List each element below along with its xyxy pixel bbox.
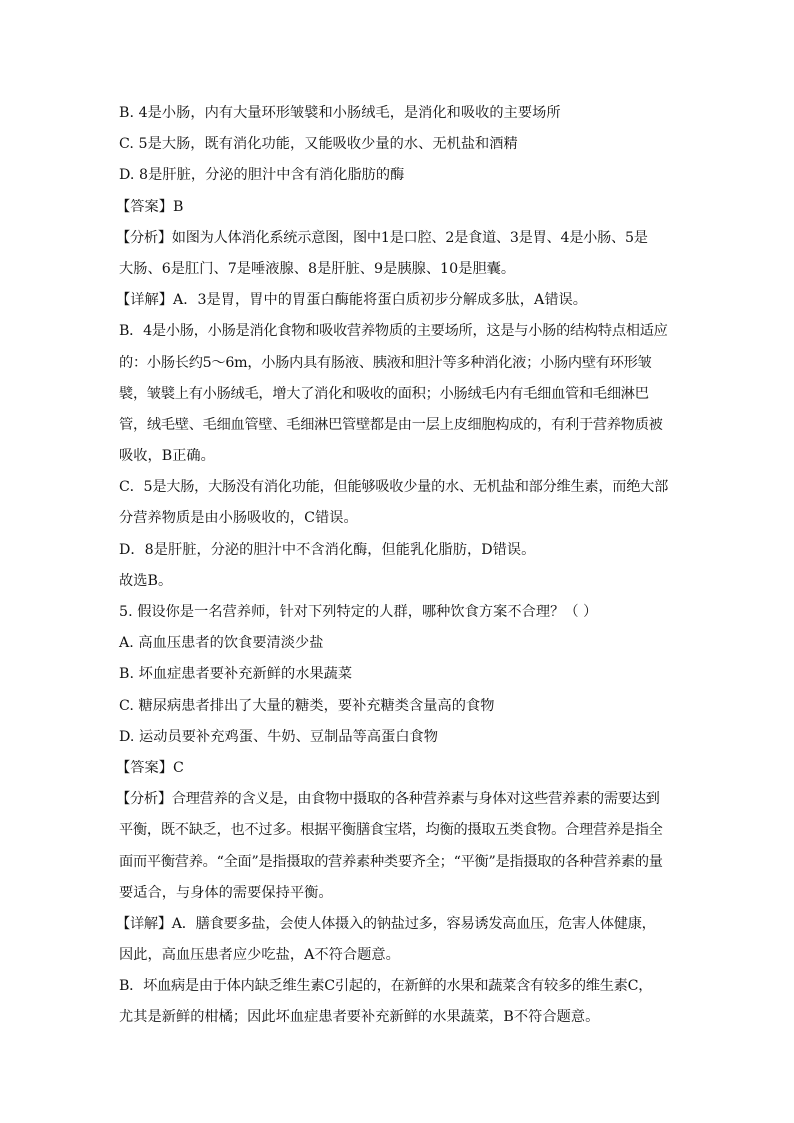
conclusion-line: 故选B。 (119, 572, 173, 589)
option-c-line: C. 5是大肠，既有消化功能，又能吸收少量的水、无机盐和酒精 (119, 136, 518, 153)
question-5-option-a: A. 高血压患者的饮食要清淡少盐 (119, 635, 324, 652)
analysis-line: 平衡，既不缺乏，也不过多。根据平衡膳食宝塔，均衡的摄取五类食物。合理营养是指全 (119, 822, 663, 839)
answer-line: 【答案】C (116, 759, 184, 776)
explanation-line: 【详解】A．膳食要多盐，会使人体摄入的钠盐过多，容易诱发高血压，危害人体健康， (116, 915, 656, 932)
question-5-stem: 5. 假设你是一名营养师，针对下列特定的人群，哪种饮食方案不合理？（ ） (119, 604, 598, 620)
analysis-line: 大肠、6是肛门、7是唾液腺、8是肝脏、9是胰腺、10是胆囊。 (119, 260, 516, 277)
explanation-line: 因此，高血压患者应少吃盐，A不符合题意。 (119, 947, 400, 964)
option-b-line: B. 4是小肠，内有大量环形皱襞和小肠绒毛，是消化和吸收的主要场所 (119, 105, 561, 121)
explanation-line: D．8是肝脏，分泌的胆汁中不含消化酶，但能乳化脂肪，D错误。 (119, 541, 536, 558)
answer-line: 【答案】B (116, 198, 184, 215)
explanation-line: 分营养物质是由小肠吸收的，C错误。 (119, 510, 358, 527)
analysis-line: 【分析】如图为人体消化系统示意图，图中1是口腔、2是食道、3是胃、4是小肠、5是 (116, 229, 648, 246)
explanation-line: 的：小肠长约5～6m，小肠内具有肠液、胰液和胆汁等多种消化液；小肠内壁有环形皱 (119, 354, 652, 371)
option-d-line: D. 8是肝脏，分泌的胆汁中含有消化脂肪的酶 (119, 167, 405, 184)
question-5-option-c: C. 糖尿病患者排出了大量的糖类，要补充糖类含量高的食物 (119, 697, 495, 714)
explanation-line: C．5是大肠，大肠没有消化功能，但能够吸收少量的水、无机盐和部分维生素，而绝大部 (119, 479, 669, 496)
analysis-line: 要适合，与身体的需要保持平衡。 (119, 884, 333, 901)
analysis-line: 【分析】合理营养的含义是，由食物中摄取的各种营养素与身体对这些营养素的需要达到 (116, 791, 660, 808)
explanation-line: B．4是小肠，小肠是消化食物和吸收营养物质的主要场所，这是与小肠的结构特点相适应 (119, 323, 668, 340)
explanation-line: 【详解】A．3是胃，胃中的胃蛋白酶能将蛋白质初步分解成多肽，A错误。 (116, 292, 588, 309)
explanation-line: 襞，皱襞上有小肠绒毛，增大了消化和吸收的面积；小肠绒毛内有毛细血管和毛细淋巴 (119, 385, 649, 402)
document-page (116, 98, 681, 1034)
explanation-line: 吸收，B正确。 (119, 448, 215, 465)
question-5-option-d: D. 运动员要补充鸡蛋、牛奶、豆制品等高蛋白食物 (119, 728, 439, 745)
analysis-line: 面而平衡营养。“全面”是指摄取的营养素种类要齐全；“平衡”是指摄取的各种营养素的量 (119, 853, 663, 870)
explanation-line: 尤其是新鲜的柑橘；因此坏血症患者要补充新鲜的水果蔬菜，B不符合题意。 (119, 1009, 600, 1026)
question-5-option-b: B. 坏血症患者要补充新鲜的水果蔬菜 (119, 666, 353, 683)
explanation-line: 管，绒毛壁、毛细血管壁、毛细淋巴管壁都是由一层上皮细胞构成的，有利于营养物质被 (119, 416, 663, 433)
explanation-line: B．坏血病是由于体内缺乏维生素C引起的，在新鲜的水果和蔬菜含有较多的维生素C， (119, 978, 653, 995)
